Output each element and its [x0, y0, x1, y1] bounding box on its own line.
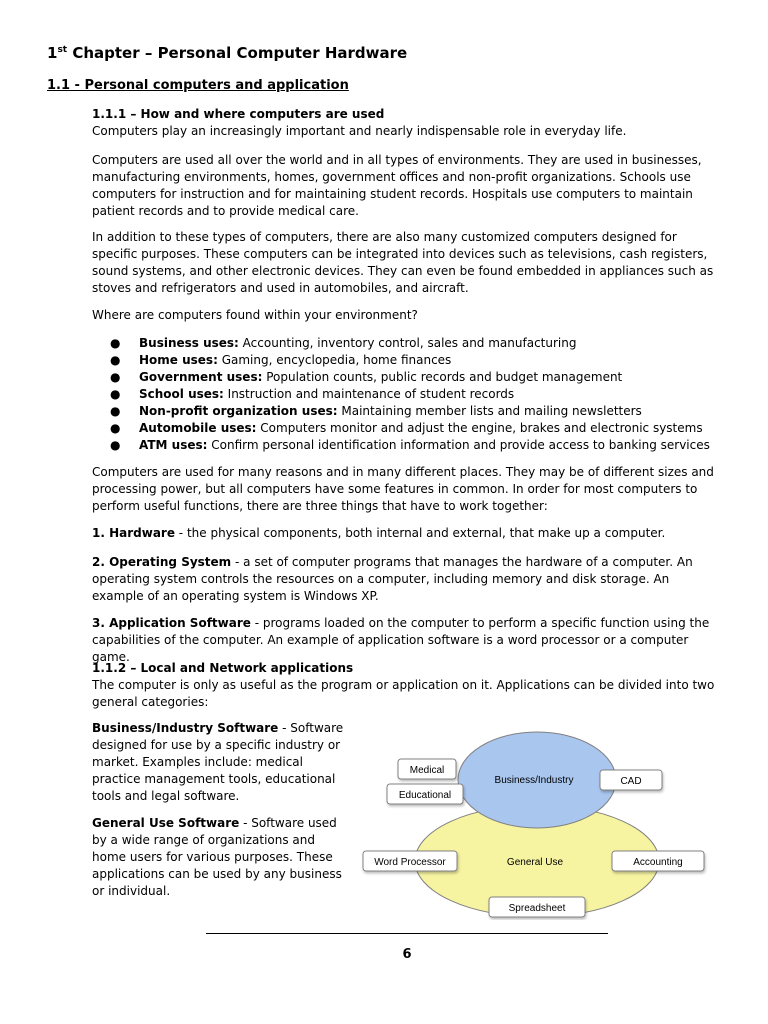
- use-label: School uses:: [139, 387, 224, 401]
- use-label: Government uses:: [139, 370, 263, 384]
- paragraph-3-text: Computers are used for many reasons and in many different places. They may be of different sizes and processing power, but all computers have some features in common. In order for most computers to perform useful functions, there are three things that have to work together:: [92, 465, 714, 513]
- list-item: [110, 386, 730, 403]
- use-label: Business uses:: [139, 336, 239, 350]
- general-software-text: - Software used by a wide range of organizations and home users for various purposes. These applications can be used by any business or individual.: [92, 816, 342, 898]
- bullet-icon: ●: [110, 370, 121, 384]
- item-label: 2. Operating System: [92, 555, 232, 569]
- paragraph-1-text: Computers are used all over the world and in all types of environments. They are used in businesses, manufacturing environments, homes, government offices and non-profit organizations. Schools use computers for instruction and for maintaining student records. Hospitals use computers to maintain patient records and to provide medical care.: [92, 153, 702, 218]
- list-item: [110, 437, 730, 454]
- use-label: ATM uses:: [139, 438, 208, 452]
- use-label: Home uses:: [139, 353, 218, 367]
- business-industry-label: Business/Industry: [494, 775, 574, 786]
- item-label: 3. Application Software: [92, 616, 251, 630]
- bullet-icon: ●: [110, 387, 121, 401]
- general-use-label: General Use: [506, 857, 564, 868]
- section-112-intro: [92, 660, 722, 711]
- paragraph-2-text: In addition to these types of computers, there are also many customized computers designed for specific purposes. These computers can be integrated into devices such as televisions, cash registers, sound systems, and other electronic devices. They can even be found embedded in appliances such as stoves and refrigerators and used in automobiles, and aircraft.: [92, 230, 714, 295]
- chapter-title-text: Chapter – Personal Computer Hardware: [67, 44, 408, 62]
- section-111-intro: [92, 106, 722, 140]
- subsection-111-intro: Computers play an increasingly important and nearly indispensable role in everyday life.: [92, 124, 627, 138]
- item-application-software: [92, 615, 722, 666]
- use-text: Accounting, inventory control, sales and manufacturing: [238, 336, 577, 350]
- chapter-number: 1: [47, 44, 58, 62]
- item-text: - the physical components, both internal and external, that make up a computer.: [174, 526, 666, 540]
- chapter-ordinal-suffix: st: [57, 45, 68, 55]
- box-word-processor-label: Word Processor: [374, 857, 446, 868]
- subsection-112-intro: The computer is only as useful as the program or application on it. Applications can be divided into two general categories:: [92, 678, 715, 709]
- bullet-icon: ●: [110, 404, 121, 418]
- use-text: Maintaining member lists and mailing newsletters: [337, 404, 642, 418]
- page-number: 6: [402, 947, 412, 962]
- list-item: [110, 420, 730, 437]
- uses-list: [110, 335, 730, 454]
- use-text: Computers monitor and adjust the engine, brakes and electronic systems: [256, 421, 703, 435]
- box-spreadsheet-label: Spreadsheet: [508, 903, 566, 914]
- paragraph-3: [92, 464, 722, 515]
- bullet-icon: ●: [110, 353, 121, 367]
- footer-rule: [206, 933, 608, 934]
- general-software-label: General Use Software: [92, 816, 240, 830]
- use-label: Automobile uses:: [139, 421, 257, 435]
- list-item: [110, 352, 730, 369]
- question-text: Where are computers found within your environment?: [92, 308, 418, 322]
- business-software-text: - Software designed for use by a specific industry or market. Examples include: medical practice management tools, educational tools and legal software.: [92, 721, 344, 803]
- item-hardware: [92, 525, 722, 542]
- item-text: - a set of computer programs that manages the hardware of a computer. An operating system controls the resources on a computer, including memory and disk storage. An example of an operating system is Windows XP.: [92, 555, 693, 603]
- business-software-label: Business/Industry Software: [92, 721, 279, 735]
- box-accounting-label: Accounting: [633, 857, 683, 868]
- use-text: Instruction and maintenance of student records: [223, 387, 515, 401]
- bullet-icon: ●: [110, 336, 121, 350]
- box-medical-label: Medical: [409, 765, 445, 776]
- general-software-paragraph: [92, 815, 350, 900]
- box-cad-label: CAD: [620, 776, 642, 787]
- software-categories-diagram: [356, 724, 716, 920]
- use-label: Non-profit organization uses:: [139, 404, 338, 418]
- section-title: 1.1 - Personal computers and application: [47, 78, 349, 93]
- use-text: Gaming, encyclopedia, home finances: [217, 353, 452, 367]
- question: [92, 307, 722, 324]
- subsection-111-title: 1.1.1 – How and where computers are used: [92, 107, 385, 121]
- list-item: [110, 403, 730, 420]
- list-item: [110, 335, 730, 352]
- bullet-icon: ●: [110, 421, 121, 435]
- use-text: Confirm personal identification information and provide access to banking services: [207, 438, 710, 452]
- use-text: Population counts, public records and budget management: [262, 370, 623, 384]
- business-software-paragraph: [92, 720, 350, 805]
- paragraph-2: [92, 229, 722, 297]
- bullet-icon: ●: [110, 438, 121, 452]
- box-educational-label: Educational: [398, 790, 452, 801]
- subsection-112-title: 1.1.2 – Local and Network applications: [92, 661, 354, 675]
- item-label: 1. Hardware: [92, 526, 175, 540]
- item-text: - programs loaded on the computer to perform a specific function using the capabilities of the computer. An example of application software is a word processor or a computer game.: [92, 616, 710, 664]
- list-item: [110, 369, 730, 386]
- item-operating-system: [92, 554, 722, 605]
- paragraph-1: [92, 152, 722, 220]
- chapter-title: [47, 44, 407, 62]
